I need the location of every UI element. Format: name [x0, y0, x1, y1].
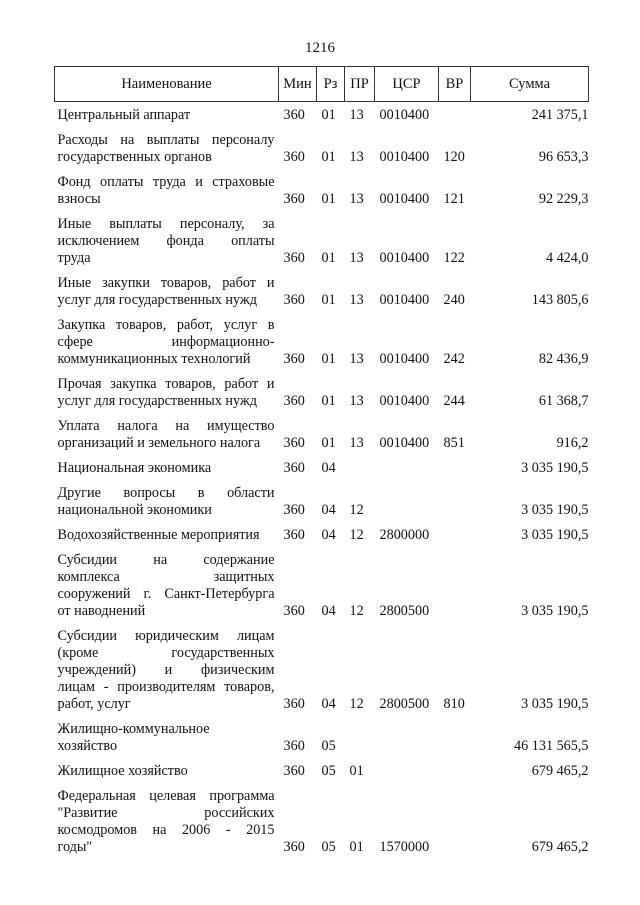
cell-csr: 0010400: [379, 149, 430, 165]
row-name-line: услуг для государственных нужд: [57, 393, 257, 409]
row-name-line: Расходы на выплаты персоналу: [57, 132, 275, 148]
cell-sum: 92 229,3: [538, 191, 589, 207]
cell-sum: 4 424,0: [545, 250, 589, 266]
row-name-line: лицам - производителям товаров,: [57, 679, 275, 695]
row-name-line: Иные выплаты персоналу, за: [57, 216, 275, 232]
row-name-line: Прочая закупка товаров, работ и: [57, 376, 275, 392]
row-name-line: Субсидии на содержание: [57, 552, 275, 568]
cell-min: 360: [283, 107, 305, 123]
cell-pr: 13: [349, 435, 364, 451]
cell-pr: 12: [349, 696, 364, 712]
cell-min: 360: [283, 738, 305, 754]
cell-vr: [439, 758, 471, 783]
cell-rz: 01: [321, 393, 336, 409]
row-name-line: взносы: [57, 191, 101, 207]
cell-min: 360: [283, 460, 305, 476]
cell-min: 360: [283, 696, 305, 712]
row-name-line: от наводнений: [57, 603, 146, 619]
cell-csr: 0010400: [379, 393, 430, 409]
cell-min: 360: [283, 527, 305, 543]
row-name-line: труда: [57, 250, 91, 266]
row-name-line: учреждений) и физическим: [57, 662, 275, 678]
cell-sum: 241 375,1: [531, 107, 589, 123]
cell-csr: 0010400: [379, 107, 430, 123]
cell-rz: 05: [321, 839, 336, 855]
cell-sum: 916,2: [556, 435, 589, 451]
cell-csr: 2800000: [379, 527, 430, 543]
page-number: 1216: [305, 40, 335, 56]
table-row: [55, 127, 589, 169]
row-name: [55, 102, 279, 128]
cell-vr: [439, 522, 471, 547]
cell-sum: 143 805,6: [531, 292, 589, 308]
row-name-line: коммуникационных технологий: [57, 351, 251, 367]
row-name-line: (кроме государственных: [57, 645, 275, 661]
row-name-line: хозяйство: [57, 738, 118, 754]
cell-pr: 12: [349, 603, 364, 619]
cell-min: 360: [283, 502, 305, 518]
row-name: [55, 413, 279, 455]
cell-vr: 851: [443, 435, 465, 451]
cell-min: 360: [283, 191, 305, 207]
row-name-line: Иные закупки товаров, работ и: [57, 275, 275, 291]
table-row: [55, 270, 589, 312]
cell-vr: [439, 783, 471, 859]
cell-pr: [345, 455, 375, 480]
row-name: [55, 270, 279, 312]
cell-rz: 04: [321, 460, 336, 476]
row-name: [55, 716, 279, 758]
cell-min: 360: [283, 839, 305, 855]
row-name: [55, 127, 279, 169]
cell-rz: 04: [321, 603, 336, 619]
row-name-line: государственных органов: [57, 149, 212, 165]
cell-vr: [439, 480, 471, 522]
cell-pr: 12: [349, 527, 364, 543]
cell-vr: [439, 455, 471, 480]
cell-min: 360: [283, 149, 305, 165]
cell-rz: 04: [321, 502, 336, 518]
header-csr: ЦСР: [375, 67, 439, 102]
cell-min: 360: [283, 393, 305, 409]
row-name-line: Фонд оплаты труда и страховые: [57, 174, 275, 190]
table-row: [55, 413, 589, 455]
cell-rz: 01: [321, 191, 336, 207]
row-name-line: годы": [57, 839, 93, 855]
cell-pr: 01: [349, 763, 364, 779]
cell-sum: 3 035 190,5: [521, 502, 589, 518]
cell-pr: 13: [349, 393, 364, 409]
cell-pr: 13: [349, 107, 364, 123]
row-name-line: работ, услуг: [57, 696, 131, 712]
row-name-line: "Развитие российских: [57, 805, 275, 821]
row-name-line: Жилищно-коммунальное: [57, 721, 210, 737]
cell-rz: 04: [321, 696, 336, 712]
cell-sum: 3 035 190,5: [521, 696, 589, 712]
cell-csr: [375, 716, 439, 758]
table-row: [55, 211, 589, 270]
row-name-line: национальной экономики: [57, 502, 212, 518]
cell-rz: 01: [321, 250, 336, 266]
table-row: [55, 371, 589, 413]
row-name: [55, 169, 279, 211]
cell-sum: 3 035 190,5: [521, 603, 589, 619]
table-header-row: [55, 67, 589, 102]
cell-sum: 679 465,2: [531, 839, 589, 855]
cell-min: 360: [283, 250, 305, 266]
cell-rz: 04: [321, 527, 336, 543]
cell-vr: [439, 102, 471, 128]
row-name-line: сфере информационно-: [57, 334, 275, 350]
cell-csr: [375, 758, 439, 783]
row-name: [55, 312, 279, 371]
cell-min: 360: [283, 292, 305, 308]
cell-pr: 12: [349, 502, 364, 518]
cell-csr: 2800500: [379, 696, 430, 712]
cell-csr: 0010400: [379, 191, 430, 207]
row-name-line: организаций и земельного налога: [57, 435, 261, 451]
row-name: [55, 758, 279, 783]
cell-csr: 0010400: [379, 250, 430, 266]
cell-vr: 120: [443, 149, 465, 165]
cell-rz: 05: [321, 763, 336, 779]
cell-min: 360: [283, 603, 305, 619]
cell-vr: 242: [443, 351, 465, 367]
budget-table: [54, 66, 589, 859]
cell-csr: 0010400: [379, 292, 430, 308]
cell-csr: 1570000: [379, 839, 430, 855]
cell-pr: 01: [349, 839, 364, 855]
cell-csr: [375, 480, 439, 522]
cell-pr: 13: [349, 351, 364, 367]
cell-csr: 0010400: [379, 351, 430, 367]
row-name-line: Уплата налога на имущество: [57, 418, 275, 434]
row-name: [55, 783, 279, 859]
row-name-line: Центральный аппарат: [57, 107, 191, 123]
cell-vr: 810: [443, 696, 465, 712]
cell-sum: 679 465,2: [531, 763, 589, 779]
row-name: [55, 480, 279, 522]
cell-rz: 05: [321, 738, 336, 754]
row-name-line: космодромов на 2006 - 2015: [57, 822, 275, 838]
header-min: Мин: [279, 67, 317, 102]
cell-pr: 13: [349, 292, 364, 308]
row-name-line: Жилищное хозяйство: [57, 763, 188, 779]
header-vr: ВР: [439, 67, 471, 102]
cell-rz: 01: [321, 107, 336, 123]
row-name-line: Другие вопросы в области: [57, 485, 275, 501]
cell-pr: 13: [349, 191, 364, 207]
row-name-line: комплекса защитных: [57, 569, 275, 585]
row-name: [55, 623, 279, 716]
cell-pr: [345, 716, 375, 758]
cell-sum: 96 653,3: [538, 149, 589, 165]
cell-csr: 2800500: [379, 603, 430, 619]
table-body: [55, 102, 589, 860]
cell-rz: 01: [321, 351, 336, 367]
cell-vr: 240: [443, 292, 465, 308]
header-name: Наименование: [55, 67, 279, 102]
cell-sum: 82 436,9: [538, 351, 589, 367]
row-name: [55, 522, 279, 547]
cell-sum: 61 368,7: [538, 393, 589, 409]
cell-min: 360: [283, 351, 305, 367]
row-name: [55, 211, 279, 270]
row-name-line: Закупка товаров, работ, услуг в: [57, 317, 275, 333]
cell-rz: 01: [321, 149, 336, 165]
header-sum: Сумма: [471, 67, 589, 102]
row-name-line: Федеральная целевая программа: [57, 788, 275, 804]
cell-sum: 46 131 565,5: [514, 738, 589, 754]
cell-csr: 0010400: [379, 435, 430, 451]
row-name-line: Национальная экономика: [57, 460, 212, 476]
cell-rz: 01: [321, 435, 336, 451]
cell-vr: 122: [443, 250, 465, 266]
cell-vr: 121: [443, 191, 465, 207]
cell-rz: 01: [321, 292, 336, 308]
cell-min: 360: [283, 763, 305, 779]
cell-csr: [375, 455, 439, 480]
cell-pr: 13: [349, 149, 364, 165]
cell-vr: 244: [443, 393, 465, 409]
cell-sum: 3 035 190,5: [521, 460, 589, 476]
header-pr: ПР: [345, 67, 375, 102]
row-name-line: исключением фонда оплаты: [57, 233, 275, 249]
table-row: [55, 312, 589, 371]
cell-pr: 13: [349, 250, 364, 266]
row-name-line: сооружений г. Санкт-Петербурга: [57, 586, 275, 602]
cell-vr: [439, 716, 471, 758]
row-name: [55, 455, 279, 480]
cell-min: 360: [283, 435, 305, 451]
cell-sum: 3 035 190,5: [521, 527, 589, 543]
table-row: [55, 547, 589, 623]
row-name-line: Субсидии юридическим лицам: [57, 628, 275, 644]
table-row: [55, 480, 589, 522]
row-name: [55, 547, 279, 623]
header-rz: Рз: [317, 67, 345, 102]
table-row: [55, 102, 589, 128]
table-row: [55, 783, 589, 859]
table-row: [55, 169, 589, 211]
table-row: [55, 522, 589, 547]
row-name-line: Водохозяйственные мероприятия: [57, 527, 260, 543]
table-row: [55, 623, 589, 716]
table-row: [55, 455, 589, 480]
cell-vr: [439, 547, 471, 623]
row-name-line: услуг для государственных нужд: [57, 292, 257, 308]
row-name: [55, 371, 279, 413]
table-row: [55, 716, 589, 758]
table-row: [55, 758, 589, 783]
